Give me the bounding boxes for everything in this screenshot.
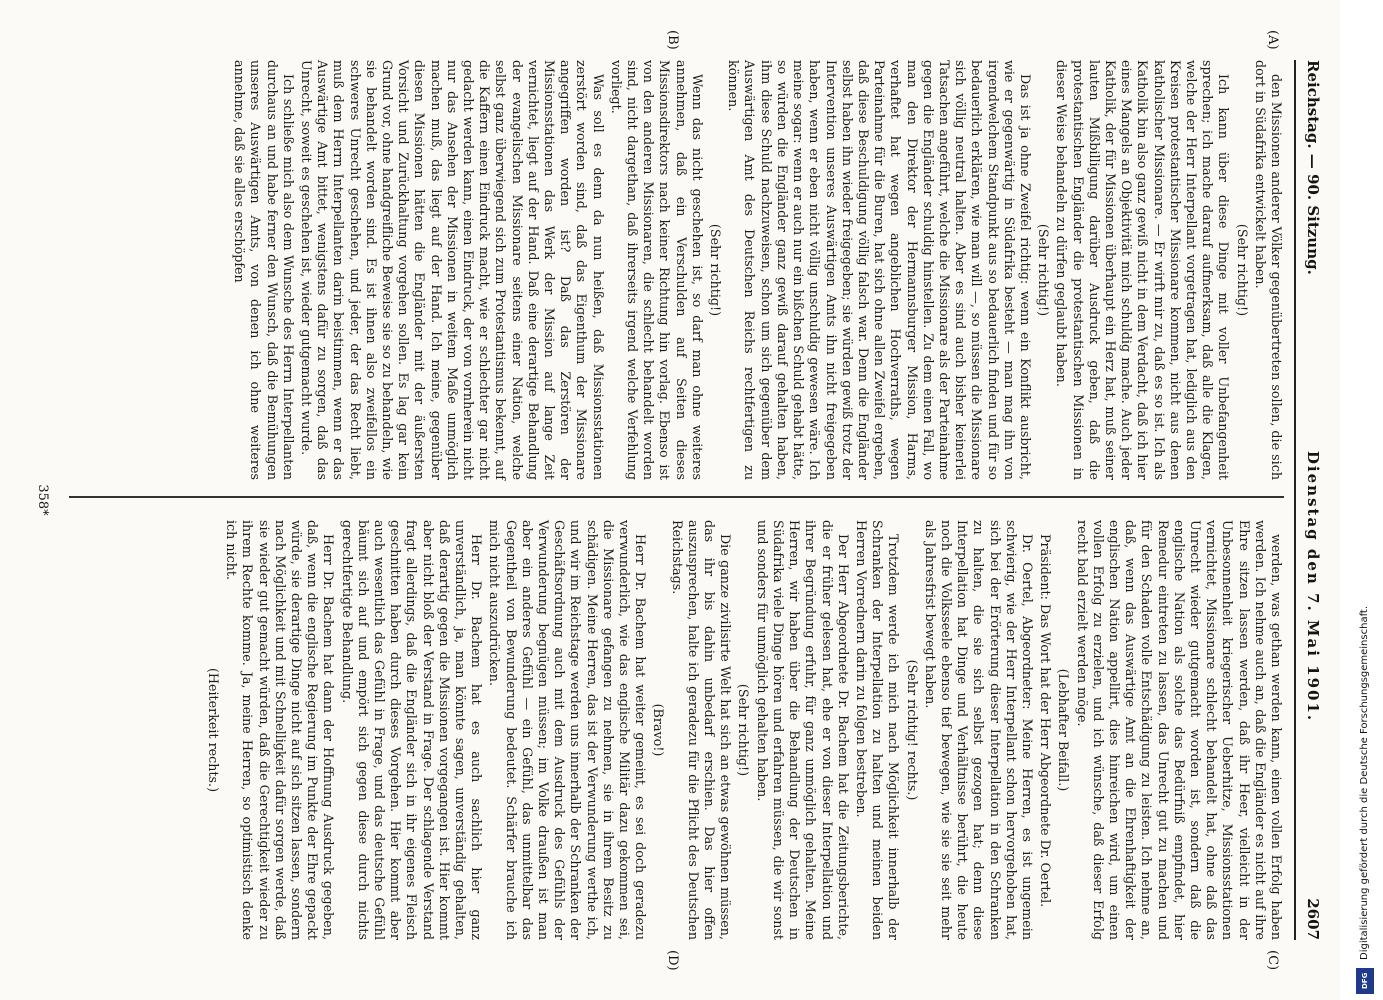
interjection: (Sehr richtig!) <box>736 683 752 777</box>
margin-marker-b: (B) <box>665 30 680 50</box>
paragraph: Ich schließe mich also dem Wunsche des Herrn Interpellanten durchaus an und habe ferner den Wunsch, daß die Bemühungen unseres Auswärtigen Amts, von denen ich ohne weiteres annehme, daß sie alles erschöpfen <box>232 60 296 480</box>
interjection: (Lebhafter Beifall.) <box>1056 668 1072 792</box>
footer-credit-text: Digitalisierung gefördert durch die Deutsche Forschungsgemeinschaft. <box>1359 605 1370 960</box>
paragraph: Das ist ja ohne Zweifel richtig: wenn ein Konflikt ausbricht, wie er gegenwärtig in Südafrika besteht — man mag ihn von irgendwelchem Standpunkt aus so bedauerlich finden und für so bedauerlich erklären, wie man will —, so müssen die Missionare sich völlig neutral halten. Aber es sind auch bisher keinerlei Tatsachen angeführt, welche die Missionare als der Parteinahme gegen die Engländer schuldig hinstellen. Zu dem einen Fall, wo man den Direktor der Hermannsburger Mission, Harms, verhaftet hat wegen angeblichen Hochverraths, wegen Parteinahme für die Buren, hat sich ohne allen Zweifel ergeben, daß diese Beschuldigung völlig falsch war. Denn die Engländer selbst haben ihn wieder freigegeben; sie würden gewiß trotz der Intervention unseres Auswärtigen Amts ihn nicht freigegeben haben, wenn er eben nicht völlig unschuldig gewesen wäre. Ich meine sogar: wenn er auch nur ein bißchen Schuld gehabt hätte, so würden die Engländer ganz gewiß darauf gehalten haben, ihm diese Schuld nachzuweisen, schon um sich gegenüber dem Auswärtigen Amt des Deutschen Reichs rechtfertigen zu können. <box>726 60 1033 480</box>
paragraph: den Missionen anderer Völker gegenübertreten sollen, die sich dort in Südafrika entwickelt haben. <box>1252 60 1284 480</box>
interjection: (Sehr richtig! rechts.) <box>904 659 920 801</box>
interjection: (Bravo!) <box>651 703 667 757</box>
paragraph: Präsident: Das Wort hat der Herr Abgeordnete Dr. Oertel. <box>1038 534 1054 908</box>
paragraph: Wenn das nicht geschehen ist, so darf man ohne weiteres annehmen, daß ein Verschulden auf Seiten dieses Missionsdirektors nach keiner Richtung hin vorlag. Ebenso ist von den anderen Missionaren, die schlecht behandelt worden sind, nicht dargethan, daß ihrerseits irgend welche Verfehlung vorliegt. <box>608 60 705 480</box>
header-page-number: 2607 <box>1304 898 1322 940</box>
digitization-footer <box>1352 0 1378 1000</box>
header-left: Reichstag. — 90. Sitzung. <box>1304 60 1322 275</box>
paragraph: Der Herr Abgeordnete Dr. Bachem hat die Zeitungsberichte, die er früher gelesen hat, ehe er von dieser Interpellation und ihrer Begründung erfuhr, für ganz unmöglich gehalten. Meine Herren, wir haben über die Behandlung der Deutschen in Südafrika viele Dinge hören und erfahren müssen, die wir sonst und sonders für unmöglich gehalten haben. <box>754 520 851 940</box>
paragraph: Ich kann über diese Dinge mit voller Unbefangenheit sprechen; ich mache darauf aufmerksam, daß alle die Klagen, welche der Herr Interpellant vorgetragen hat, lediglich aus den Kreisen protestantischer Missionare kommen, nicht aus denen katholischer Missionare. — Er wirft mir zu, daß es so ist. Ich als Katholik bin also ganz gewiß nicht in dem Verdacht, daß ich hier eines Mangels an Objektivität mich schuldig mache. Auch jeder Katholik, der für Missionen überhaupt ein Herz hat, muß seiner lauten Mißbilligung darüber Ausdruck geben, daß die protestantischen Engländer die protestantischen Missionen in dieser Weise behandeln zu dürfen geglaubt haben. <box>1054 60 1232 480</box>
column-divider <box>69 496 1284 498</box>
paragraph: Die ganze zivilisirte Welt hat sich an etwas gewöhnen müssen, das ihr bis dahin unbedarf erschien. Das hier offen auszusprechen, halte ich geradezu für die Pflicht des Deutschen Reichstags. <box>669 520 734 940</box>
margin-marker-c: (C) <box>1265 950 1280 971</box>
page-header <box>1294 60 1330 940</box>
interjection: (Heiterkeit rechts.) <box>206 667 221 793</box>
paragraph: werden, was gethan werden kann, einen vollen Erfolg haben werden. Ich nehme auch an, daß die Engländer es nicht auf ihre Ehre sitzen lassen werden, daß ihr Heer, vielleicht in der Unbesonnenheit kriegerischer Ueberhitze, Missionsstationen vernichtet, Missionare schlecht behandelt hat, ohne daß das Unrecht wieder gutgemacht worden ist, sondern daß die englische Nation als solche das Bedürfniß empfindet, hier Remedur eintreten zu lassen, das Unrecht gut zu machen und für den Schaden volle Entschädigung zu leisten. Ich nehme an, daß, wenn das Auswärtige Amt an die Ehrenhaftigkeit der englischen Nation appellirt, dies hinreichen wird, um einen vollen Erfolg zu erzielen, und ich wünsche, daß dieser Erfolg recht bald erzielt werden möge. <box>1074 520 1284 940</box>
paragraph: Herr Dr. Bachem hat es auch sachlich hier ganz unverständlich, ja, man könnte sagen, unverständig gehalten, daß derartig gegen die Missionen vorgegangen ist. Hier kommt aber nicht bloß der Verstand in Frage. Der schlagende Verstand fragt allerdings, daß die Engländer sich in ihr eigenes Fleisch geschnitten haben durch dieses Vorgehen. Hier kommt aber auch wesentlich das Gefühl in Frage, und das deutsche Gefühl bäumt sich auf und empört sich gegen diese durch nichts gerechtfertigte Behandlung. <box>339 520 485 940</box>
right-text-column <box>69 520 1284 940</box>
interjection: (Sehr richtig!) <box>1036 223 1052 317</box>
interjection: (Sehr richtig!) <box>708 223 724 317</box>
page-number: 358* <box>35 484 50 516</box>
header-right: Dienstag den 7. Mai 1901. <box>1304 450 1322 723</box>
margin-marker-a: (A) <box>1265 30 1280 50</box>
paragraph: Herr Dr. Bachem hat weiter gemeint, es sei doch geradezu verwunderlich, wie das englische Militär dazu gekommen sei, die Missionare gefangen zu nehmen, sie in ihrem Besitz zu schädigen. Meine Herren, das ist der Verwunderung werthe ich, und wir im Reichstage werden uns innerhalb der Schranken der Geschäftsordnung auch mit dem Ausdruck des Gefühls der Verwunderung begnügen müssen; im Volke draußen ist man aber ein anderes Gefühl — ein Gefühl, das unmittelbar das Gegentheil von Bewunderung bedeutet. Schärfer brauche ich mich nicht auszudrücken. <box>487 520 649 940</box>
interjection: (Sehr richtig!) <box>1234 223 1250 317</box>
paragraph: Trotzdem werde ich mich nach Möglichkeit innerhalb der Schranken der Interpellation zu halten und meinen beiden Herren Vorrednern darin zu folgen bestreben. <box>853 520 902 940</box>
margin-marker-d: (D) <box>665 950 680 971</box>
paragraph: Herr Dr. Bachem hat dann der Hoffnung Ausdruck gegeben, daß, wenn die englische Regierung im Punkte der Ehre gepackt würde, sie derartige Dinge nicht auf sich sitzen lassen, sondern nach Möglichkeit und mit Schnelligkeit dafür sorgen werde, daß sie wieder gut gemacht würden, daß die Gerechtigkeit wieder zu ihrem Rechte komme. Ja, meine Herren, so optimistisch denke ich nicht. <box>224 520 337 940</box>
dfg-logo-icon: DFG <box>1356 968 1374 994</box>
paragraph: Dr. Oertel, Abgeordneter: Meine Herren, es ist ungemein schwierig, wie der Herr Interpellant schon hervorgehoben hat, sich bei der Erörterung dieser Interpellation in den Schranken zu halten, die sie sich selbst gezogen hat; denn diese Interpellation hat Dinge und Verhältnisse berührt, die heute noch die Volksseele ebenso tief bewegen, wie sie sie seit mehr als Jahresfrist bewegt haben. <box>922 520 1035 940</box>
paragraph: Was soll es denn da nun heißen, daß Missionsstationen zerstört worden sind, daß das Eigenthum der Missionare angegriffen worden ist? Daß das Zerstören der Missionsstationen das Werk der Mission auf lange Zeit vernichtet, liegt auf der Hand. Daß eine derartige Behandlung der evangelischen Missionare seitens einer Nation, welche selbst ganz überwiegend sich zum Protestantismus bekennt, auf die Kaffern einen Eindruck macht, wie er schlechter gar nicht gedacht werden kann, einen Eindruck, der von vornherein nicht nur das Ansehen der Missionen in weitem Maße unmöglich machen muß, das liegt auf der Hand. Ich meine, gegenüber diesen Missionen hätten die Engländer mit der äußersten Vorsicht und Zurückhaltung vorgehen sollen. Es lag gar kein Grund vor, ohne handgreifliche Beweise sie so zu behandeln, wie sie behandelt worden sind. Es ist ihnen also zweifellos ein schweres Unrecht geschehen, und jeder, der das Recht liebt, muß dem Herrn Interpellanten darin beistimmen, wenn er das Auswärtige Amt bittet, wenigstens dafür zu sorgen, daß das Unrecht, soweit es geschehen ist, wieder gutgemacht wurde. <box>299 60 606 480</box>
left-text-column <box>69 60 1284 480</box>
